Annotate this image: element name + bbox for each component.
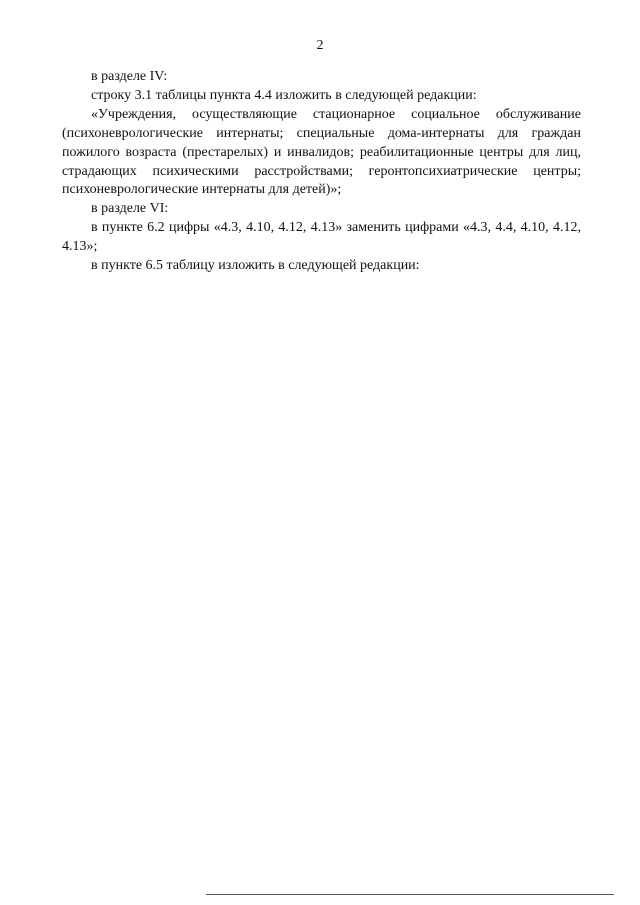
paragraph-point-6-2: в пункте 6.2 цифры «4.3, 4.10, 4.12, 4.13» заменить цифрами «4.3, 4.4, 4.10, 4.12, 4.13»;	[62, 220, 581, 255]
paragraph-institutions-quote: «Учреждения, осуществляющие стационарное социальное обслуживание (психоневрологические интернаты; специальные дома-интернаты для граждан пожилого возраста (престарелых) и инвалидов; реабилитационные центры для лиц, страдающих психическими расстройствами; геронтопсихиатрические центры; психоневрологические интернаты для детей)»;	[62, 106, 581, 198]
paragraph-section-vi: в разделе VI:	[91, 201, 169, 217]
paragraph-row-3-1: строку 3.1 таблицы пункта 4.4 изложить в следующей редакции:	[91, 87, 477, 103]
paragraph-point-6-5: в пункте 6.5 таблицу изложить в следующей редакции:	[91, 258, 420, 274]
scan-edge-line	[206, 894, 614, 895]
page-number: 2	[316, 38, 324, 53]
paragraph-section-iv: в разделе IV:	[91, 69, 168, 84]
document-body	[62, 68, 581, 276]
